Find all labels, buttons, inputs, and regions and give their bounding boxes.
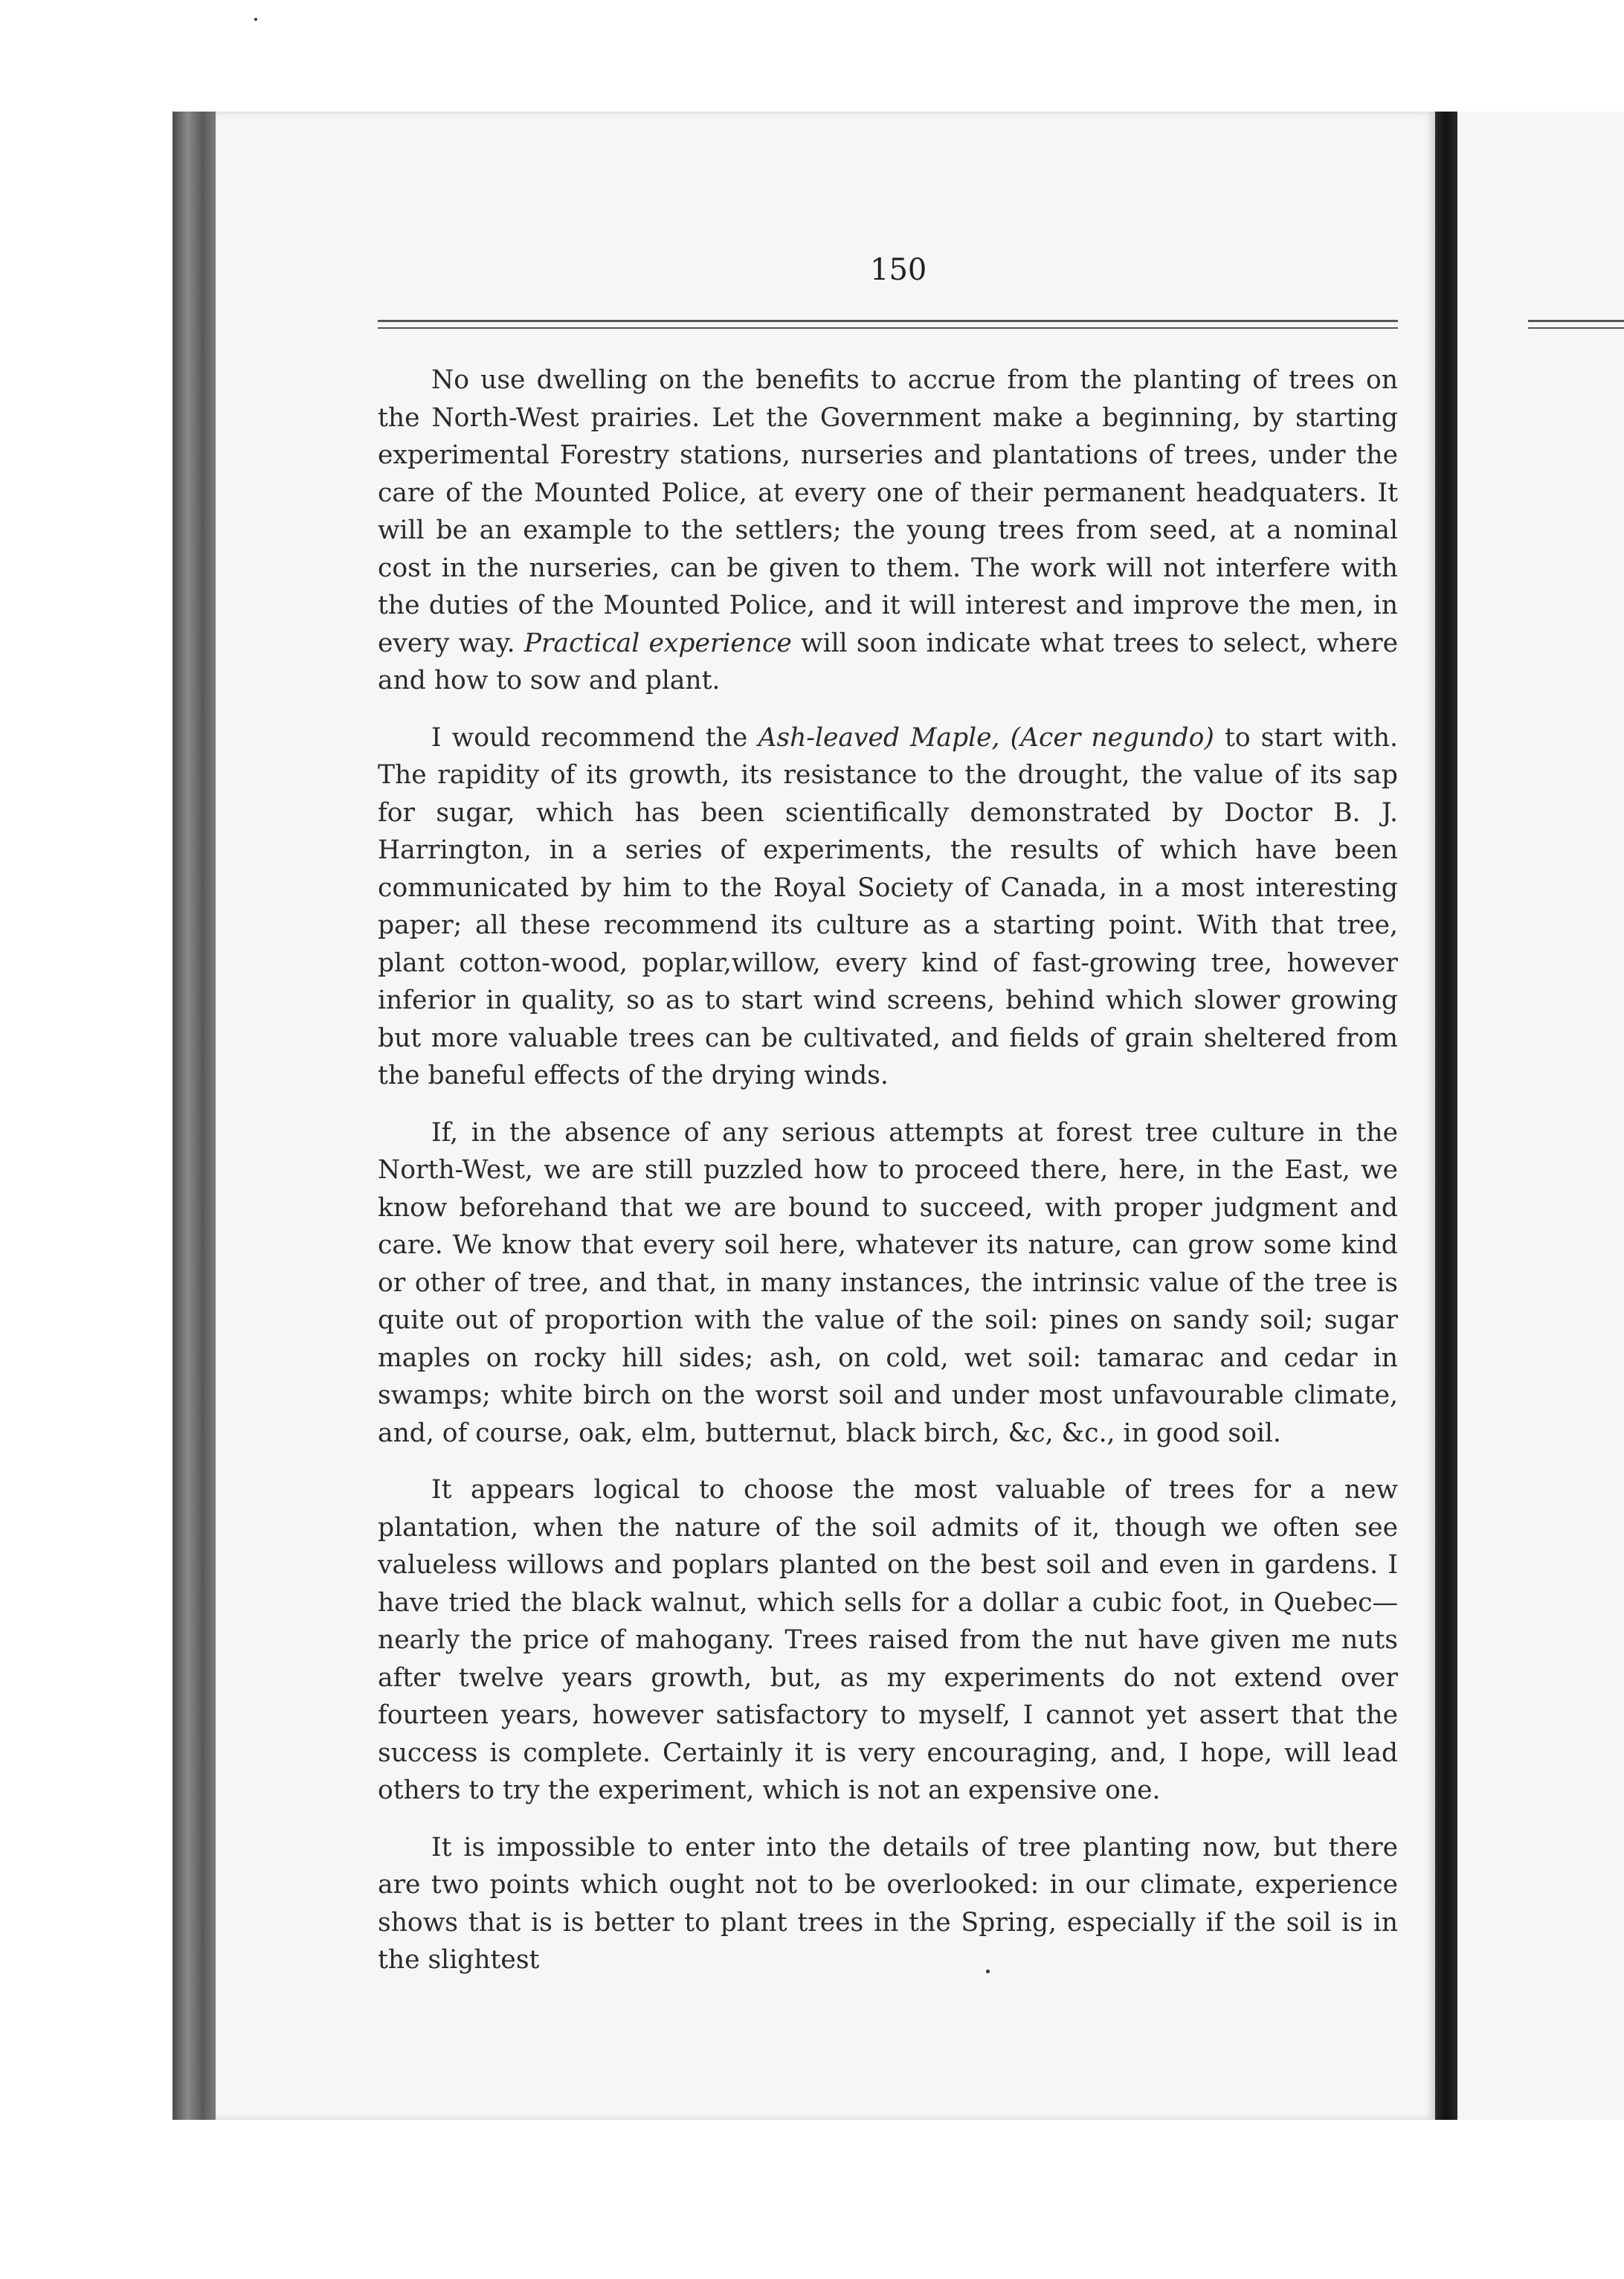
right-page-header-rule-bottom bbox=[1528, 327, 1624, 329]
print-speck bbox=[254, 18, 257, 21]
paragraph-2-text-a: I would recommend the bbox=[431, 722, 758, 753]
header-rule-bottom bbox=[378, 327, 1398, 329]
header-rule-top bbox=[378, 320, 1398, 322]
paragraph-1-italic: Practical experience bbox=[523, 628, 792, 658]
book-gutter bbox=[1435, 112, 1457, 2120]
paragraph-5-text: It is impossible to enter into the details of tree planting now, but there are two points which ought not to be overlooked: in our climate, experience shows that is is better to plant trees in the Spring, especially if the soil is in the slightest bbox=[378, 1832, 1398, 1975]
paragraph-4-text: It appears logical to choose the most valuable of trees for a new plantation, when the nature of the soil admits of it, though we often see valueless willows and poplars planted on the best soil and even in gardens. I have tried the black walnut, which sells for a dollar a cubic foot, in Quebec—nearly the price of mahogany. Trees raised from the nut have given me nuts after twelve years growth, but, as my experiments do not extend over fourteen years, however satisfactory to myself, I cannot yet assert that the success is complete. Certainly it is very encouraging, and, I hope, will lead others to try the experiment, which is not an expensive one. bbox=[378, 1475, 1398, 1805]
print-speck bbox=[986, 1970, 990, 1973]
paragraph-5 bbox=[378, 1829, 1398, 1979]
page-number: 150 bbox=[870, 253, 927, 287]
paragraph-1 bbox=[378, 361, 1398, 700]
left-page-body bbox=[378, 361, 1398, 1999]
right-page-header-rule bbox=[1528, 320, 1624, 322]
paragraph-1-text-a: No use dwelling on the benefits to accrue from the planting of trees on the North-West prairies. Let the Government make a beginning, by starting experimental Forestry stations, nurseries and plantations of trees, under the care of the Mounted Police, at every one of their permanent headquaters. It will be an example to the settlers; the young trees from seed, at a nominal cost in the nurseries, can be given to them. The work will not interfere with the duties of the Mounted Police, and it will interest and improve the men, in every way. bbox=[378, 365, 1398, 658]
paragraph-1-text-b: will soon indicate what trees to select, where and how to sow and plant. bbox=[378, 628, 1399, 695]
paragraph-3 bbox=[378, 1114, 1398, 1453]
right-page bbox=[1457, 112, 1624, 2120]
paragraph-4 bbox=[378, 1471, 1398, 1810]
paragraph-3-text: If, in the absence of any serious attempts at forest tree culture in the North-West, we are still puzzled how to proceed there, here, in the East, we know beforehand that we are bound to succeed, with proper judgment and care. We know that every soil here, whatever its nature, can grow some kind or other of tree, and that, in many instances, the intrinsic value of the tree is quite out of proportion with the value of the soil: pines on sandy soil; sugar maples on rocky hill sides; ash, on cold, wet soil: tamarac and cedar in swamps; white birch on the worst soil and under most unfavourable climate, and, of course, oak, elm, butternut, black birch, &c, &c., in good soil. bbox=[378, 1117, 1398, 1448]
paragraph-2-text-b: to start with. The rapidity of its growth, its resistance to the drought, the value of its sap for sugar, which has been scientifically demonstrated by Doctor B. J. Harrington, in a series of experiments, the results of which have been communicated by him to the Royal Society of Canada, in a most interesting paper; all these recommend its culture as a starting point. With that tree, plant cotton-wood, poplar,willow, every kind of fast-growing tree, however inferior in quality, so as to start wind screens, behind which slower growing but more valuable trees can be cultivated, and fields of grain sheltered from the baneful effects of the drying winds. bbox=[378, 722, 1398, 1090]
book-spine-edge bbox=[173, 112, 216, 2120]
paragraph-2-italic: Ash-leaved Maple, (Acer negundo) bbox=[758, 722, 1214, 753]
paragraph-2 bbox=[378, 719, 1398, 1095]
